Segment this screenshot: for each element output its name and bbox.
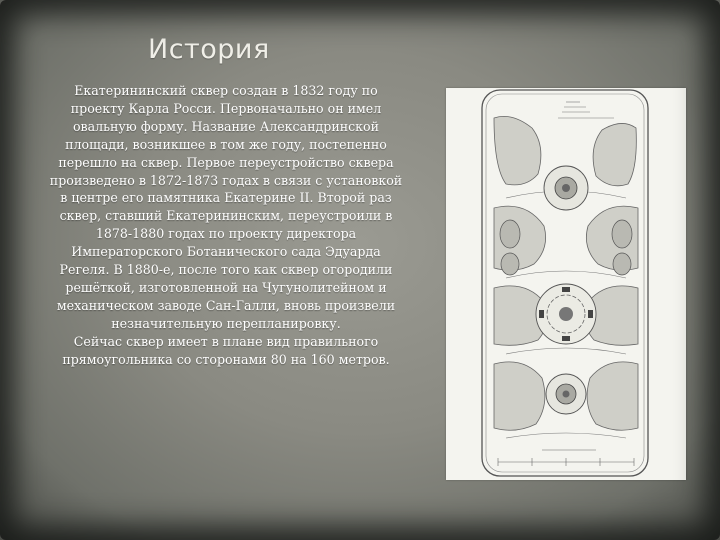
slide-title: История	[148, 34, 270, 65]
history-paragraph: Екатерининский сквер создан в 1832 году по проекту Карла Росси. Первоначально он имел овальную форму. Название Александринской площади, возникшее в том же году, постепенно перешло на сквер. Первое переустройство сквера произведено в 1872-1873 годах в связи с установкой в центре его памятника Екатерине II. Второй раз сквер, ставший Екатерининским, переустроили в 1878-1880 годах по проекту директора Императорского Ботанического сада Эдуарда Регеля. В 1880-е, после того как сквер огородили решёткой, изготовленной на Чугунолитейном и механическом заводе Сан-Галли, вновь произвели незначительную перепланировку.	[49, 83, 403, 331]
garden-plan-image	[446, 88, 686, 480]
garden-plan-drawing	[446, 88, 686, 480]
slide-body	[46, 82, 406, 369]
current-state-paragraph: Сейчас сквер имеет в плане вид правильного прямоугольника со сторонами 80 на 160 метров.	[62, 333, 390, 367]
